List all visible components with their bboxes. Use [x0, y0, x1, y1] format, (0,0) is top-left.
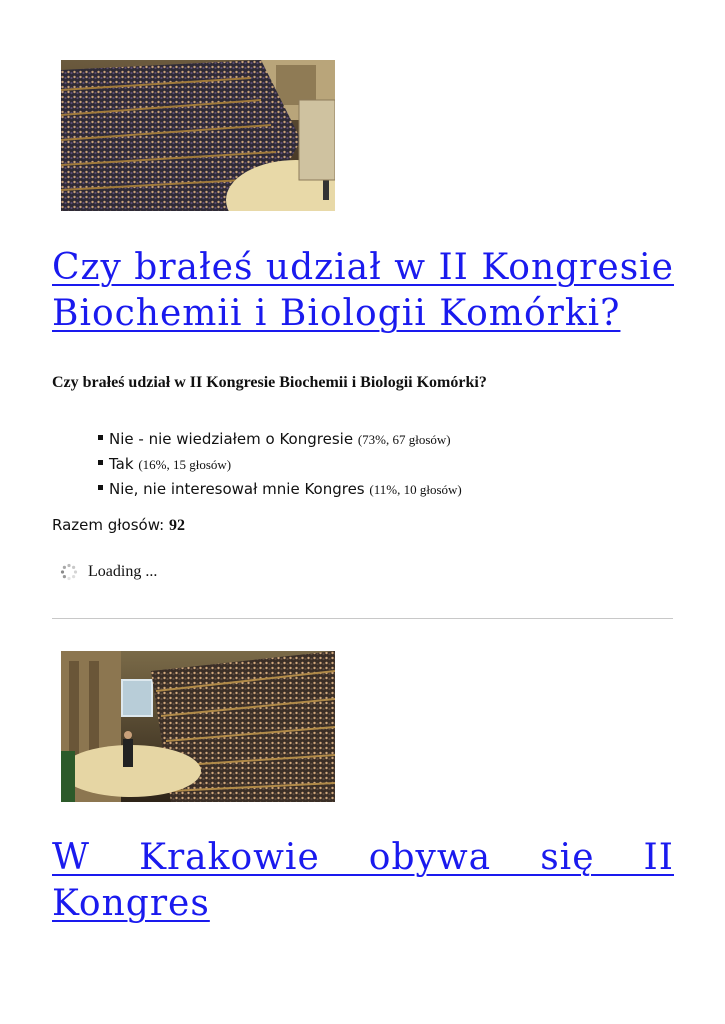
- bullet-icon: [98, 485, 103, 490]
- poll-option-stat: (11%, 10 głosów): [369, 482, 462, 497]
- post-title-link[interactable]: Czy brałeś udział w II Kongresie Biochemii i Biologii Komórki?: [52, 247, 674, 334]
- poll-option: [98, 452, 462, 477]
- poll-option-label: Tak: [109, 455, 134, 473]
- poll-results-list: [98, 427, 462, 502]
- poll-option-stat: (16%, 15 głosów): [138, 457, 232, 472]
- post-image-lecture-hall: [61, 60, 335, 211]
- poll-option: [98, 427, 462, 452]
- loading-text: Loading ...: [88, 563, 158, 580]
- post-divider: [52, 618, 673, 619]
- poll-option-label: Nie, nie interesował mnie Kongres: [109, 480, 365, 498]
- bullet-icon: [98, 435, 103, 440]
- poll-option-label: Nie - nie wiedziałem o Kongresie: [109, 430, 354, 448]
- post-title-link[interactable]: W Krakowie obywa się II Kongres: [52, 837, 674, 924]
- poll-total-value: 92: [169, 517, 186, 534]
- poll-total: [52, 514, 185, 537]
- post-image-congress-hall: [61, 651, 335, 802]
- spinner-icon: [60, 563, 78, 581]
- bullet-icon: [98, 460, 103, 465]
- loading-indicator: [60, 560, 157, 584]
- poll-question: Czy brałeś udział w II Kongresie Biochemii i Biologii Komórki?: [52, 374, 487, 391]
- poll-total-label: Razem głosów:: [52, 516, 165, 534]
- poll-option: [98, 477, 462, 502]
- poll-option-stat: (73%, 67 głosów): [357, 432, 451, 447]
